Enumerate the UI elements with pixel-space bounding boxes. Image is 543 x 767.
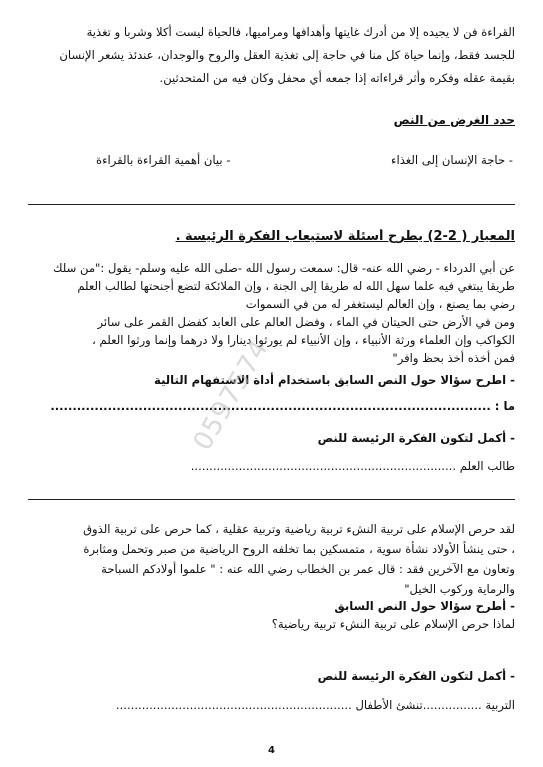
criterion-heading: المعيار ( 2-2) يطرح أسئلة لاستيعاب الفكرة الرئيسة .	[175, 229, 515, 244]
task-2-question: - أكمل لتكون الفكرة الرئيسة للنص	[317, 431, 515, 445]
hadith-line-6: فمن أخذه أخذ بحظ وافر"	[392, 351, 515, 365]
passage-2-line-1: لقد حرص الإسلام على تربية النشء تربية رياضية وتربية عقلية ، كما حرص على تربية الذوق	[83, 522, 515, 536]
hadith-line-4: ومن في الأرض حتى الحيتان في الماء ، وفضل العالم على العابد كفضل القمر على سائر	[97, 315, 515, 329]
watermark-text: 0597574	[187, 334, 276, 456]
task-1-question: - اطرح سؤالا حول النص السابق باستخدام أداة الاستفهام التالية	[154, 373, 515, 387]
hadith-line-3: رضي بما يصنع ، وإن العالم ليستغفر له من في السموات	[245, 297, 515, 311]
task-2-answer-line[interactable]: طالب العلم ........................................................................	[190, 459, 515, 473]
hadith-line-5: الكواكب وإن العلماء ورثة الأنبياء ، وإن الأنبياء لم يورثوا دينارا ولا درهما وإنما ورثوا العلم ،	[92, 333, 515, 347]
passage-2-line-4: والرماية وركوب الخيل"	[404, 582, 515, 596]
passage-2-line-2: ، حتى ينشأ الأولاد نشأة سوية ، متمسكين بما تخلفه الروح الرياضية من صبر وتحمل ومثابرة	[83, 542, 515, 556]
passage-2-line-3: وتعاون مع الآخرين فقد : قال عمر بن الخطاب رضي الله عنه : " علموا أولادكم السباحة	[101, 562, 515, 576]
purpose-option-2: - بيان أهمية القراءة بالقراءة	[96, 153, 231, 167]
divider-2	[28, 499, 515, 500]
task-4-question: - أكمل لتكون الفكرة الرئيسة للنص	[317, 669, 515, 683]
task-3-sub-question: لماذا حرص الإسلام على تربية النشء تربية رياضية؟	[271, 617, 515, 631]
task-4-answer-line[interactable]: التربية ................تنشئ الأطفال ................................................................	[115, 698, 515, 712]
page-number: 4	[268, 745, 275, 756]
hadith-line-1: عن أبي الدرداء - رضي الله عنه- قال: سمعت رسول الله -صلى الله عليه وسلم- يقول :"من سلك	[53, 261, 515, 275]
intro-line-1: القراءة فن لا يجيده إلا من أدرك غايتها وأهدافها ومراميها، فالحياة ليست أكلا وشربا و تغذية	[86, 25, 515, 39]
intro-line-2: للجسد فقط، وإنما حياة كل منا في حاجة إلى تغذية العقل والروح والوجدان، عندئذ يشعر الإنسان	[59, 48, 515, 62]
hadith-line-2: طريقا يبتغي فيه علما سهل الله له طريقا إلى الجنة ، وإن الملائكة لتضع أجنحتها لطالب العلم	[77, 279, 515, 293]
divider-1	[28, 204, 515, 205]
purpose-option-1: - حاجة الإنسان إلى الغذاء	[391, 153, 513, 167]
task-3-question: - أطرح سؤالا حول النص السابق	[334, 599, 515, 613]
intro-line-3: بقيمة عقله وفكره وأثر قراءاته إذا جمعه أي محفل وكان فيه من المتحدثين.	[159, 71, 515, 85]
task-1-answer-line[interactable]: ما : ....................................................................................................	[50, 399, 515, 413]
purpose-heading: حدد الغرض من النص	[393, 113, 515, 127]
